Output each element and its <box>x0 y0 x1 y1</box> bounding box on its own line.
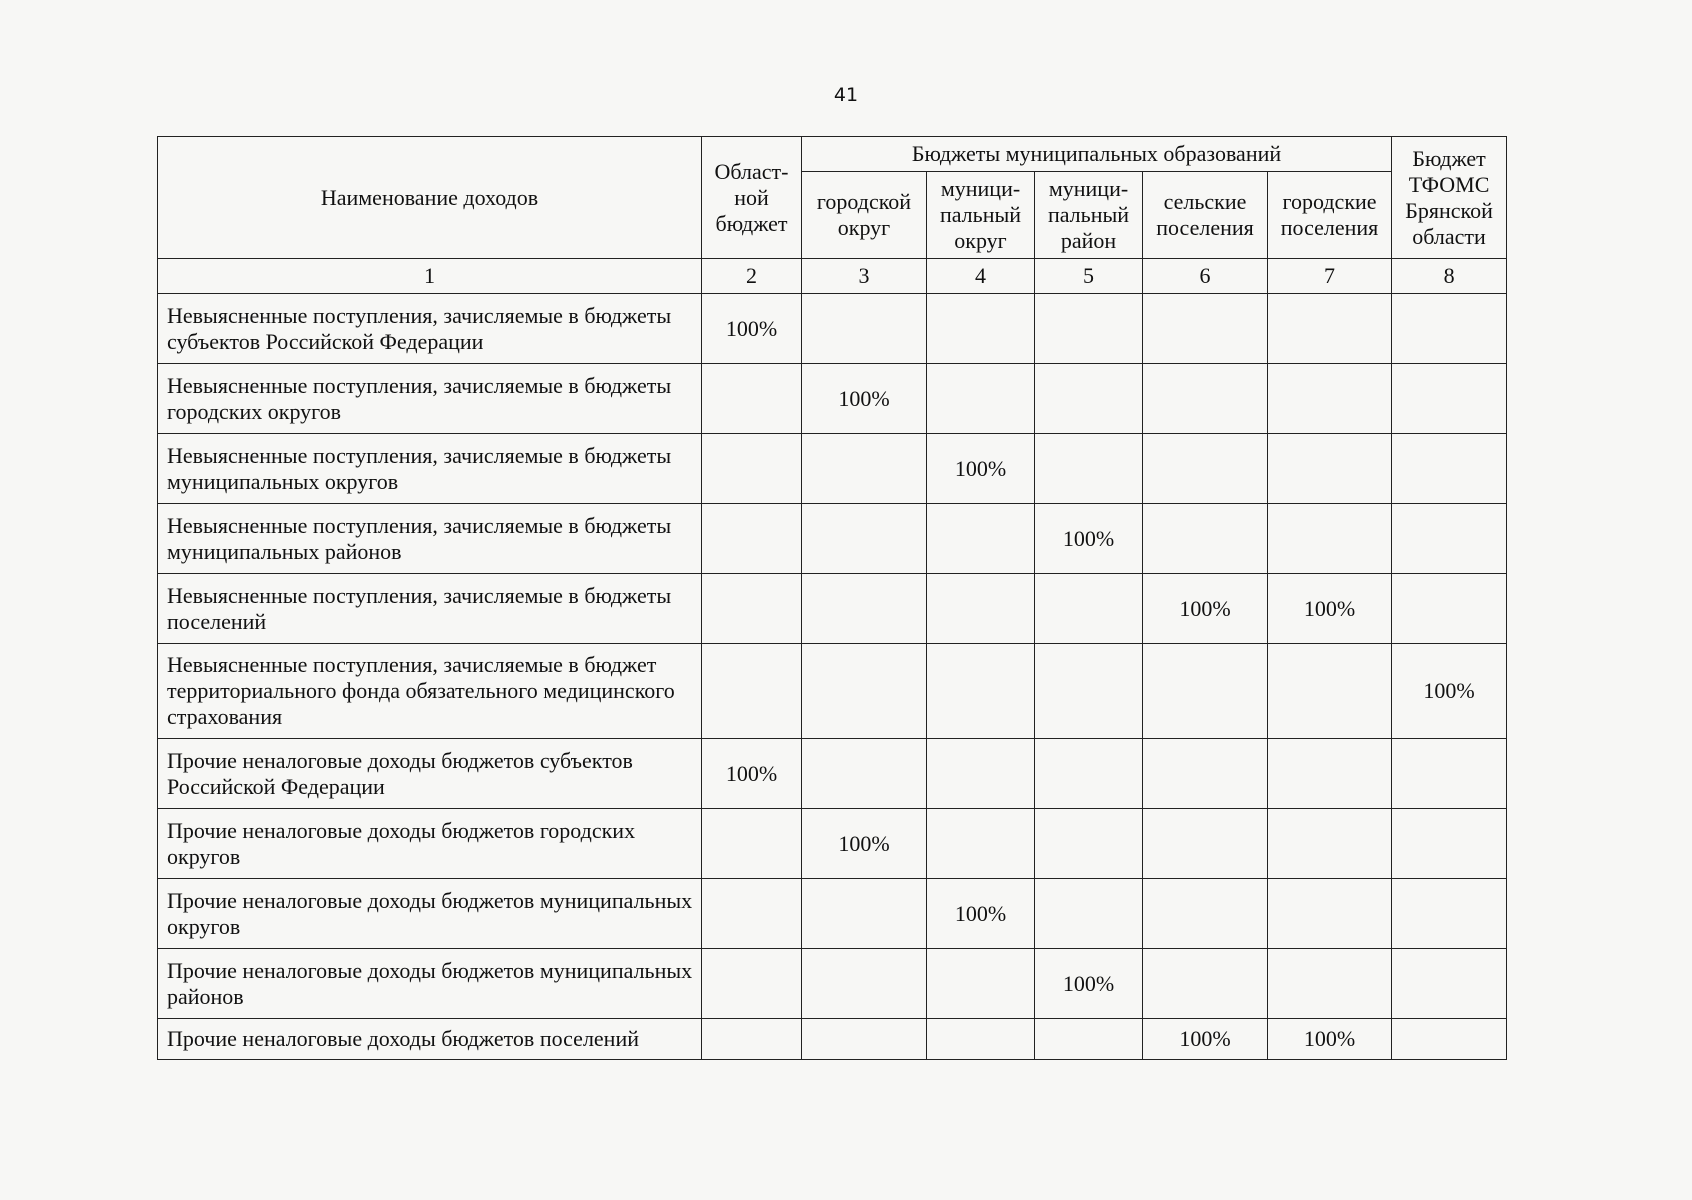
table-row <box>158 644 1507 739</box>
header-rural-settlements: сельские поселения <box>1143 172 1268 259</box>
percent-cell: 100% <box>802 364 927 434</box>
column-number: 8 <box>1392 259 1507 294</box>
header-municipal-budgets: Бюджеты муниципальных образований <box>802 137 1392 172</box>
percent-cell <box>1035 644 1143 739</box>
percent-cell: 100% <box>1392 644 1507 739</box>
percent-cell: 100% <box>702 294 802 364</box>
percent-cell <box>927 364 1035 434</box>
percent-cell <box>927 739 1035 809</box>
percent-cell <box>1035 739 1143 809</box>
column-number: 4 <box>927 259 1035 294</box>
percent-cell <box>1268 879 1392 949</box>
table-row <box>158 504 1507 574</box>
percent-cell: 100% <box>1268 574 1392 644</box>
percent-cell <box>1035 1019 1143 1060</box>
percent-cell <box>802 294 927 364</box>
percent-cell <box>802 644 927 739</box>
income-name-cell: Прочие неналоговые доходы бюджетов муниципальных округов <box>158 879 702 949</box>
table-row <box>158 879 1507 949</box>
column-number: 6 <box>1143 259 1268 294</box>
income-name-cell: Прочие неналоговые доходы бюджетов муниципальных районов <box>158 949 702 1019</box>
income-name-cell: Невыясненные поступления, зачисляемые в бюджеты городских округов <box>158 364 702 434</box>
percent-cell <box>927 574 1035 644</box>
percent-cell <box>702 644 802 739</box>
column-number: 2 <box>702 259 802 294</box>
table-row <box>158 739 1507 809</box>
percent-cell <box>1392 574 1507 644</box>
income-name-cell: Невыясненные поступления, зачисляемые в бюджеты субъектов Российской Федерации <box>158 294 702 364</box>
percent-cell <box>702 879 802 949</box>
income-name-cell: Невыясненные поступления, зачисляемые в бюджет территориального фонда обязательного медицинского страхования <box>158 644 702 739</box>
percent-cell <box>1392 949 1507 1019</box>
header-row <box>158 137 1507 172</box>
page-number: 41 <box>833 84 859 106</box>
percent-cell: 100% <box>1035 949 1143 1019</box>
table-row <box>158 809 1507 879</box>
column-number: 7 <box>1268 259 1392 294</box>
header-income-name: Наименование доходов <box>158 137 702 259</box>
percent-cell <box>802 949 927 1019</box>
percent-cell <box>1392 504 1507 574</box>
percent-cell <box>1392 364 1507 434</box>
percent-cell <box>802 504 927 574</box>
percent-cell <box>1268 504 1392 574</box>
header-municipal-raion: муници- пальный район <box>1035 172 1143 259</box>
percent-cell <box>1143 294 1268 364</box>
percent-cell <box>702 949 802 1019</box>
percent-cell <box>1143 739 1268 809</box>
percent-cell <box>1035 364 1143 434</box>
table-row <box>158 364 1507 434</box>
percent-cell <box>927 809 1035 879</box>
table-row <box>158 434 1507 504</box>
percent-cell <box>1268 809 1392 879</box>
percent-cell <box>1143 364 1268 434</box>
income-name-cell: Прочие неналоговые доходы бюджетов городских округов <box>158 809 702 879</box>
table-row <box>158 574 1507 644</box>
percent-cell <box>1143 949 1268 1019</box>
percent-cell <box>702 574 802 644</box>
percent-cell <box>1035 434 1143 504</box>
percent-cell <box>1035 574 1143 644</box>
table-row <box>158 1019 1507 1060</box>
percent-cell <box>802 879 927 949</box>
percent-cell <box>802 739 927 809</box>
table-row <box>158 294 1507 364</box>
percent-cell <box>1143 879 1268 949</box>
percent-cell <box>1268 739 1392 809</box>
percent-cell <box>1392 879 1507 949</box>
percent-cell <box>1143 504 1268 574</box>
percent-cell <box>1035 809 1143 879</box>
percent-cell <box>927 949 1035 1019</box>
percent-cell <box>1392 294 1507 364</box>
income-name-cell: Невыясненные поступления, зачисляемые в бюджеты муниципальных округов <box>158 434 702 504</box>
income-name-cell: Невыясненные поступления, зачисляемые в бюджеты муниципальных районов <box>158 504 702 574</box>
column-number-row <box>158 259 1507 294</box>
percent-cell <box>1268 644 1392 739</box>
percent-cell <box>702 434 802 504</box>
percent-cell <box>927 504 1035 574</box>
percent-cell <box>927 1019 1035 1060</box>
percent-cell: 100% <box>1268 1019 1392 1060</box>
percent-cell <box>1035 294 1143 364</box>
percent-cell: 100% <box>1035 504 1143 574</box>
percent-cell <box>1268 364 1392 434</box>
percent-cell: 100% <box>927 879 1035 949</box>
percent-cell: 100% <box>702 739 802 809</box>
percent-cell <box>702 809 802 879</box>
percent-cell <box>1268 949 1392 1019</box>
percent-cell: 100% <box>802 809 927 879</box>
income-name-cell: Прочие неналоговые доходы бюджетов поселений <box>158 1019 702 1060</box>
percent-cell: 100% <box>1143 574 1268 644</box>
percent-cell <box>702 364 802 434</box>
percent-cell <box>1143 644 1268 739</box>
percent-cell <box>1392 809 1507 879</box>
percent-cell <box>927 294 1035 364</box>
percent-cell <box>927 644 1035 739</box>
header-city-district: городской округ <box>802 172 927 259</box>
column-number: 1 <box>158 259 702 294</box>
percent-cell <box>802 574 927 644</box>
income-name-cell: Прочие неналоговые доходы бюджетов субъектов Российской Федерации <box>158 739 702 809</box>
header-tfoms-budget: Бюджет ТФОМС Брянской области <box>1392 137 1507 259</box>
percent-cell <box>1392 739 1507 809</box>
percent-cell <box>802 1019 927 1060</box>
header-municipal-district: муници- пальный округ <box>927 172 1035 259</box>
percent-cell <box>1392 434 1507 504</box>
percent-cell <box>1143 434 1268 504</box>
table-row <box>158 949 1507 1019</box>
percent-cell <box>702 504 802 574</box>
header-urban-settlements: городские поселения <box>1268 172 1392 259</box>
percent-cell: 100% <box>1143 1019 1268 1060</box>
percent-cell <box>1268 294 1392 364</box>
percent-cell <box>1392 1019 1507 1060</box>
income-name-cell: Невыясненные поступления, зачисляемые в бюджеты поселений <box>158 574 702 644</box>
percent-cell: 100% <box>927 434 1035 504</box>
column-number: 5 <box>1035 259 1143 294</box>
header-regional-budget: Област- ной бюджет <box>702 137 802 259</box>
income-distribution-table <box>157 136 1507 1060</box>
percent-cell <box>802 434 927 504</box>
percent-cell <box>1143 809 1268 879</box>
percent-cell <box>1035 879 1143 949</box>
column-number: 3 <box>802 259 927 294</box>
percent-cell <box>702 1019 802 1060</box>
percent-cell <box>1268 434 1392 504</box>
